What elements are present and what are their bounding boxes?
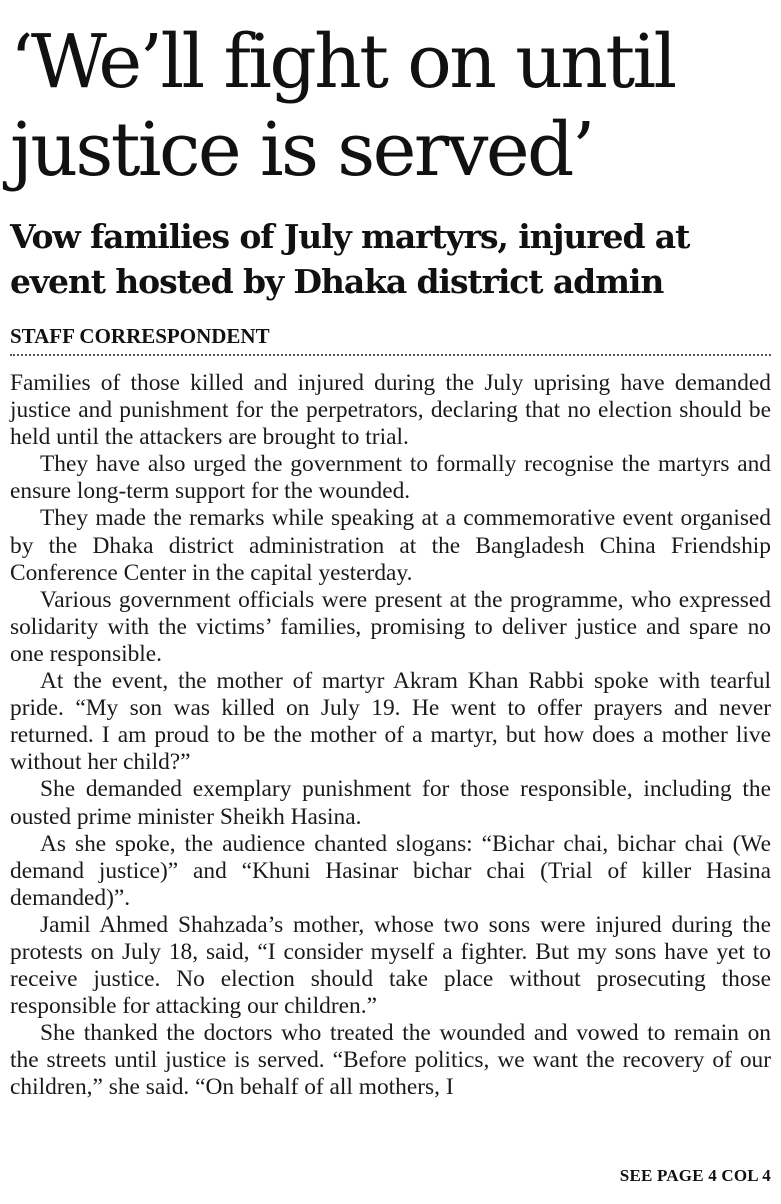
paragraph: As she spoke, the audience chanted slogans: “Bichar chai, bichar chai (We demand justice)” and “Khuni Hasinar bichar chai (Trial of killer Hasina demanded)”. — [10, 830, 771, 911]
paragraph: Jamil Ahmed Shahzada’s mother, whose two sons were injured during the protests on July 18, said, “I consider myself a fighter. But my sons have yet to receive justice. No election should take place without prosecuting those responsible for attacking our children.” — [10, 911, 771, 1020]
subheadline: Vow families of July martyrs, injured at event hosted by Dhaka district admin — [10, 217, 690, 301]
headline: ‘We’ll fight on until justice is served’ — [10, 19, 675, 193]
paragraph: Various government officials were present at the programme, who expressed solidarity with the victims’ families, promising to deliver justice and spare no one responsible. — [10, 586, 771, 667]
paragraph: At the event, the mother of martyr Akram Khan Rabbi spoke with tearful pride. “My son was killed on July 19. He went to offer prayers and never returned. I am proud to be the mother of a martyr, but how does a mother live without her child?” — [10, 668, 771, 776]
paragraph: They have also urged the government to formally recognise the martyrs and ensure long-term support for the wounded. — [10, 451, 771, 505]
byline: STAFF CORRESPONDENT — [10, 324, 270, 348]
paragraph: She thanked the doctors who treated the wounded and vowed to remain on the streets until justice is served. “Before politics, we want the recovery of our children,” she said. “On behalf of all mothers, I — [10, 1020, 771, 1101]
paragraph: Families of those killed and injured during the July uprising have demanded justice and punishment for the perpetrators, declaring that no election should be held until the attackers are brought to trial. — [10, 370, 771, 451]
dotted-divider — [10, 354, 771, 356]
continued-jump-line: SEE PAGE 4 COL 4 — [619, 1166, 771, 1185]
article-body — [10, 370, 771, 1102]
paragraph: She demanded exemplary punishment for those responsible, including the ousted prime minister Sheikh Hasina. — [10, 776, 771, 830]
paragraph: They made the remarks while speaking at a commemorative event organised by the Dhaka district administration at the Bangladesh China Friendship Conference Center in the capital yesterday. — [10, 505, 771, 586]
